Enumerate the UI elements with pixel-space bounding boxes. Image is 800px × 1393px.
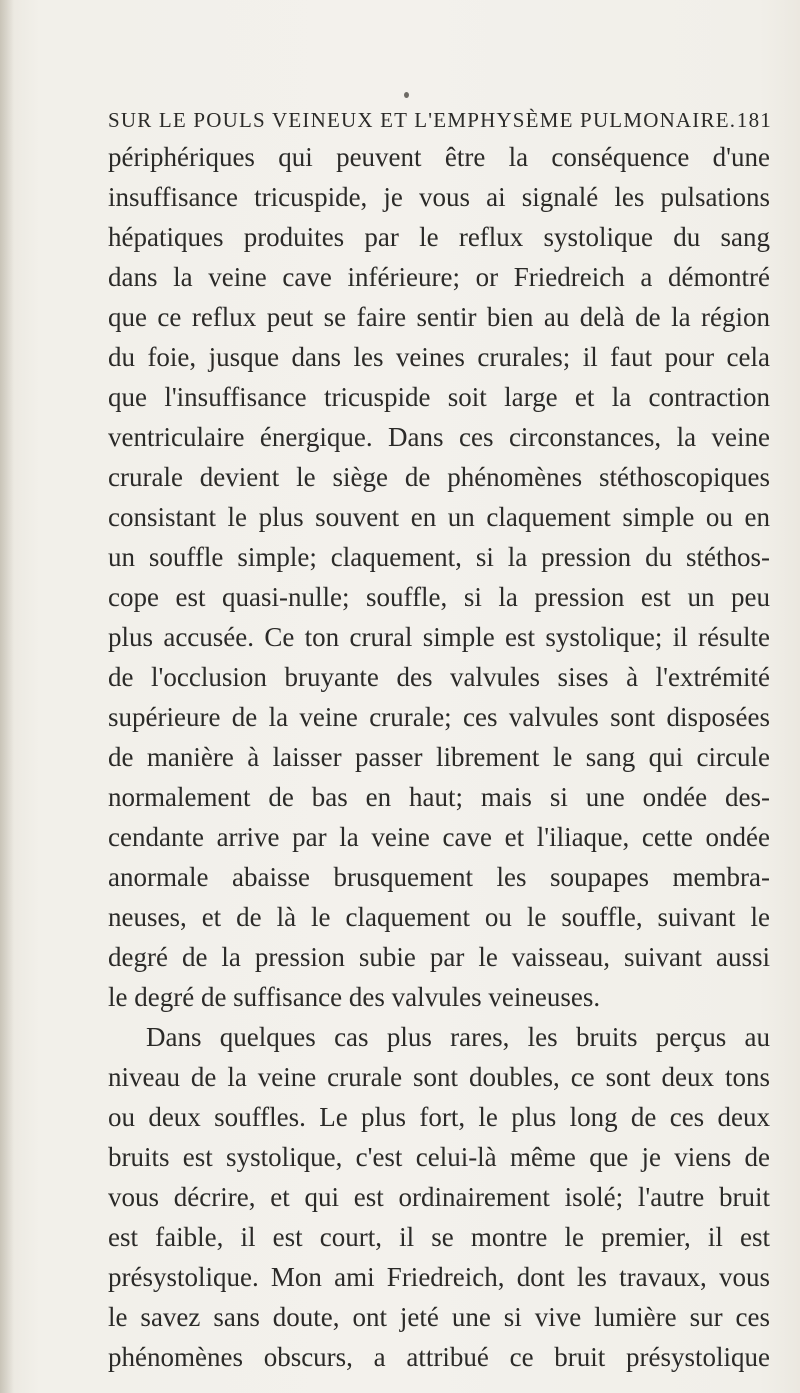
- text-line-3: hépatiques produites par le reflux systolique du sang: [108, 222, 770, 252]
- text-line-17: normalement de bas en haut; mais si une ondée des-: [108, 782, 770, 812]
- text-line-23: Dans quelques cas plus rares, les bruits perçus au: [146, 1022, 770, 1052]
- text-line-1: périphériques qui peuvent être la conséquence d'une: [108, 142, 770, 172]
- text-line-19: anormale abaisse brusquement les soupapes membra-: [108, 862, 770, 892]
- text-line-7: que l'insuffisance tricuspide soit large et la contraction: [108, 382, 770, 412]
- text-line-26: bruits est systolique, c'est celui-là même que je viens de: [108, 1142, 770, 1172]
- page-number: 181: [736, 108, 772, 132]
- text-line-13: plus accusée. Ce ton crural simple est systolique; il résulte: [108, 622, 770, 652]
- text-line-31: phénomènes obscurs, a attribué ce bruit présystolique: [108, 1342, 770, 1372]
- text-line-11: un souffle simple; claquement, si la pression du stéthos-: [108, 542, 770, 572]
- text-line-28: est faible, il est court, il se montre le premier, il est: [108, 1222, 770, 1252]
- text-line-18: cendante arrive par la veine cave et l'iliaque, cette ondée: [108, 822, 770, 852]
- text-line-8: ventriculaire énergique. Dans ces circonstances, la veine: [108, 422, 770, 452]
- page-gutter-shadow: [0, 0, 14, 1393]
- ink-speck: [404, 92, 409, 98]
- text-line-2: insuffisance tricuspide, je vous ai signalé les pulsations: [108, 182, 770, 212]
- text-line-5: que ce reflux peut se faire sentir bien au delà de la région: [108, 302, 770, 332]
- running-head: [108, 108, 772, 138]
- text-line-25: ou deux souffles. Le plus fort, le plus long de ces deux: [108, 1102, 770, 1132]
- text-line-10: consistant le plus souvent en un claquement simple ou en: [108, 502, 770, 532]
- text-line-6: du foie, jusque dans les veines crurales; il faut pour cela: [108, 342, 770, 372]
- text-line-27: vous décrire, et qui est ordinairement isolé; l'autre bruit: [108, 1182, 770, 1212]
- text-line-12: cope est quasi-nulle; souffle, si la pression est un peu: [108, 582, 770, 612]
- running-head-title: SUR LE POULS VEINEUX ET L'EMPHYSÈME PULMONAIRE.: [108, 108, 737, 132]
- text-line-14: de l'occlusion bruyante des valvules sises à l'extrémité: [108, 662, 770, 692]
- text-line-21: degré de la pression subie par le vaisseau, suivant aussi: [108, 942, 770, 972]
- text-line-20: neuses, et de là le claquement ou le souffle, suivant le: [108, 902, 770, 932]
- text-line-16: de manière à laisser passer librement le sang qui circule: [108, 742, 770, 772]
- text-line-9: crurale devient le siège de phénomènes stéthoscopiques: [108, 462, 770, 492]
- text-line-22: le degré de suffisance des valvules veineuses.: [108, 982, 601, 1012]
- text-line-4: dans la veine cave inférieure; or Friedreich a démontré: [108, 262, 770, 292]
- text-line-29: présystolique. Mon ami Friedreich, dont les travaux, vous: [108, 1262, 770, 1292]
- text-line-15: supérieure de la veine crurale; ces valvules sont disposées: [108, 702, 770, 732]
- text-line-30: le savez sans doute, ont jeté une si vive lumière sur ces: [108, 1302, 770, 1332]
- text-line-24: niveau de la veine crurale sont doubles, ce sont deux tons: [108, 1062, 770, 1092]
